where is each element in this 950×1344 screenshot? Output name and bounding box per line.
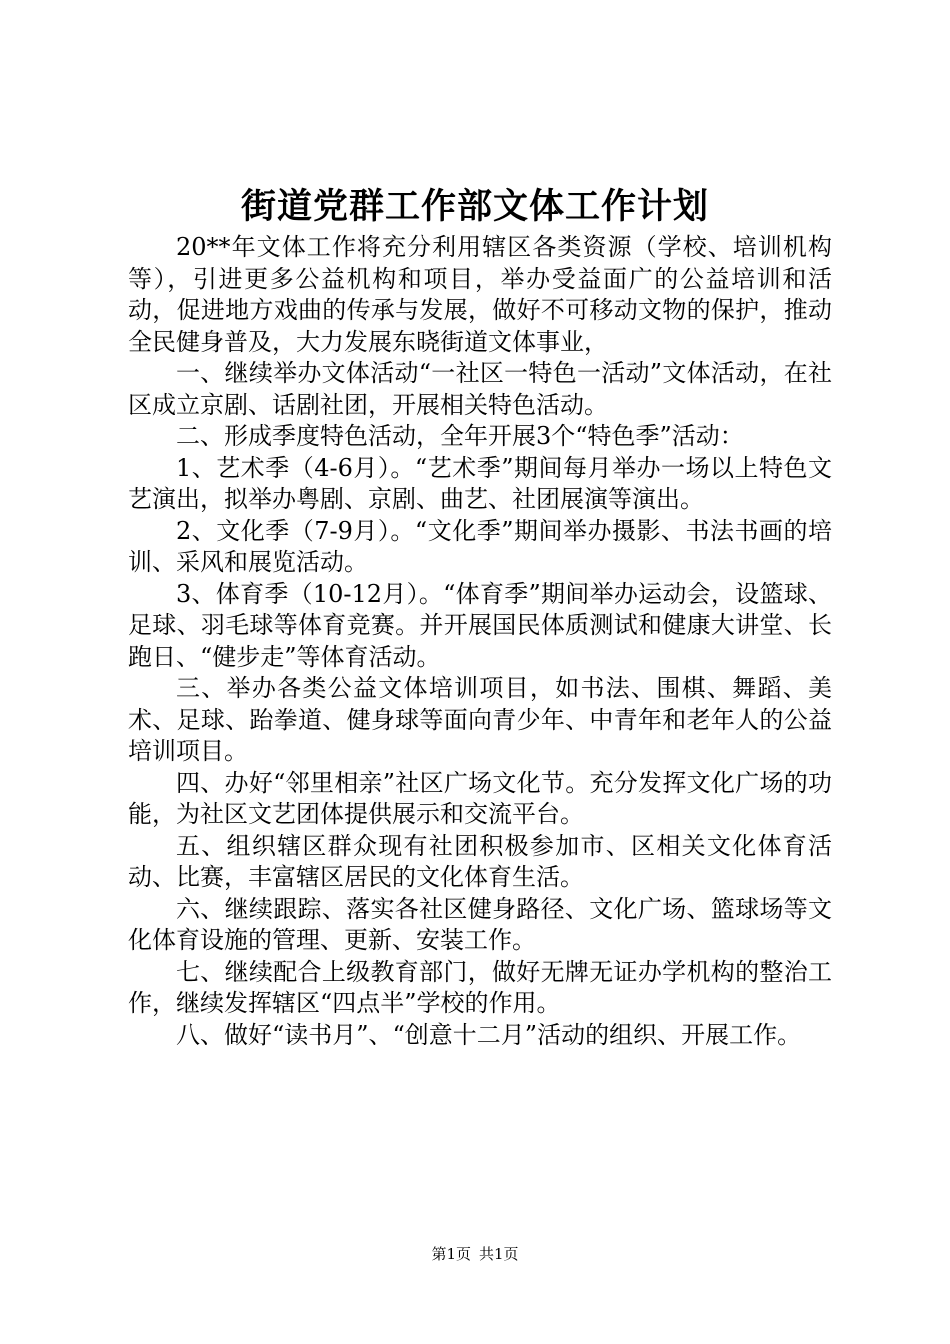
paragraph-sports-season: 3、体育季（10-12月）。“体育季”期间举办运动会，设篮球、足球、羽毛球等体育竞赛。并开展国民体质测试和健康大讲堂、长跑日、“健步走”等体育活动。 [128,579,832,671]
document-title: 街道党群工作部文体工作计划 [240,186,709,227]
page-footer [0,1244,950,1264]
page-number: 第1页 [431,1245,471,1263]
paragraph-item-7: 七、继续配合上级教育部门，做好无牌无证办学机构的整治工作，继续发挥辖区“四点半”学校的作用。 [128,957,832,1017]
page-total: 共1页 [479,1245,519,1263]
paragraph-item-4: 四、办好“邻里相亲”社区广场文化节。充分发挥文化广场的功能，为社区文艺团体提供展示和交流平台。 [128,768,832,828]
paragraph-culture-season: 2、文化季（7-9月）。“文化季”期间举办摄影、书法书画的培训、采风和展览活动。 [128,516,832,576]
paragraph-intro: 20**年文体工作将充分利用辖区各类资源（学校、培训机构等），引进更多公益机构和项目，举办受益面广的公益培训和活动，促进地方戏曲的传承与发展，做好不可移动文物的保护，推动全民健身普及，大力发展东晓街道文体事业， [128,233,832,356]
paragraph-item-5: 五、组织辖区群众现有社团积极参加市、区相关文化体育活动、比赛，丰富辖区居民的文化体育生活。 [128,831,832,891]
paragraph-item-6: 六、继续跟踪、落实各社区健身路径、文化广场、篮球场等文化体育设施的管理、更新、安装工作。 [128,894,832,954]
paragraph-item-2: 二、形成季度特色活动，全年开展3个“特色季”活动： [176,422,744,450]
paragraph-item-8: 八、做好“读书月”、“创意十二月”活动的组织、开展工作。 [176,1020,802,1049]
paragraph-item-3: 三、举办各类公益文体培训项目，如书法、围棋、舞蹈、美术、足球、跆拳道、健身球等面向青少年、中青年和老年人的公益培训项目。 [128,674,832,765]
document-body [128,232,832,1051]
paragraph-art-season: 1、艺术季（4-6月）。“艺术季”期间每月举办一场以上特色文艺演出，拟举办粤剧、京剧、曲艺、社团展演等演出。 [128,453,832,513]
paragraph-item-1: 一、继续举办文体活动“一社区一特色一活动”文体活动，在社区成立京剧、话剧社团，开展相关特色活动。 [128,359,832,419]
